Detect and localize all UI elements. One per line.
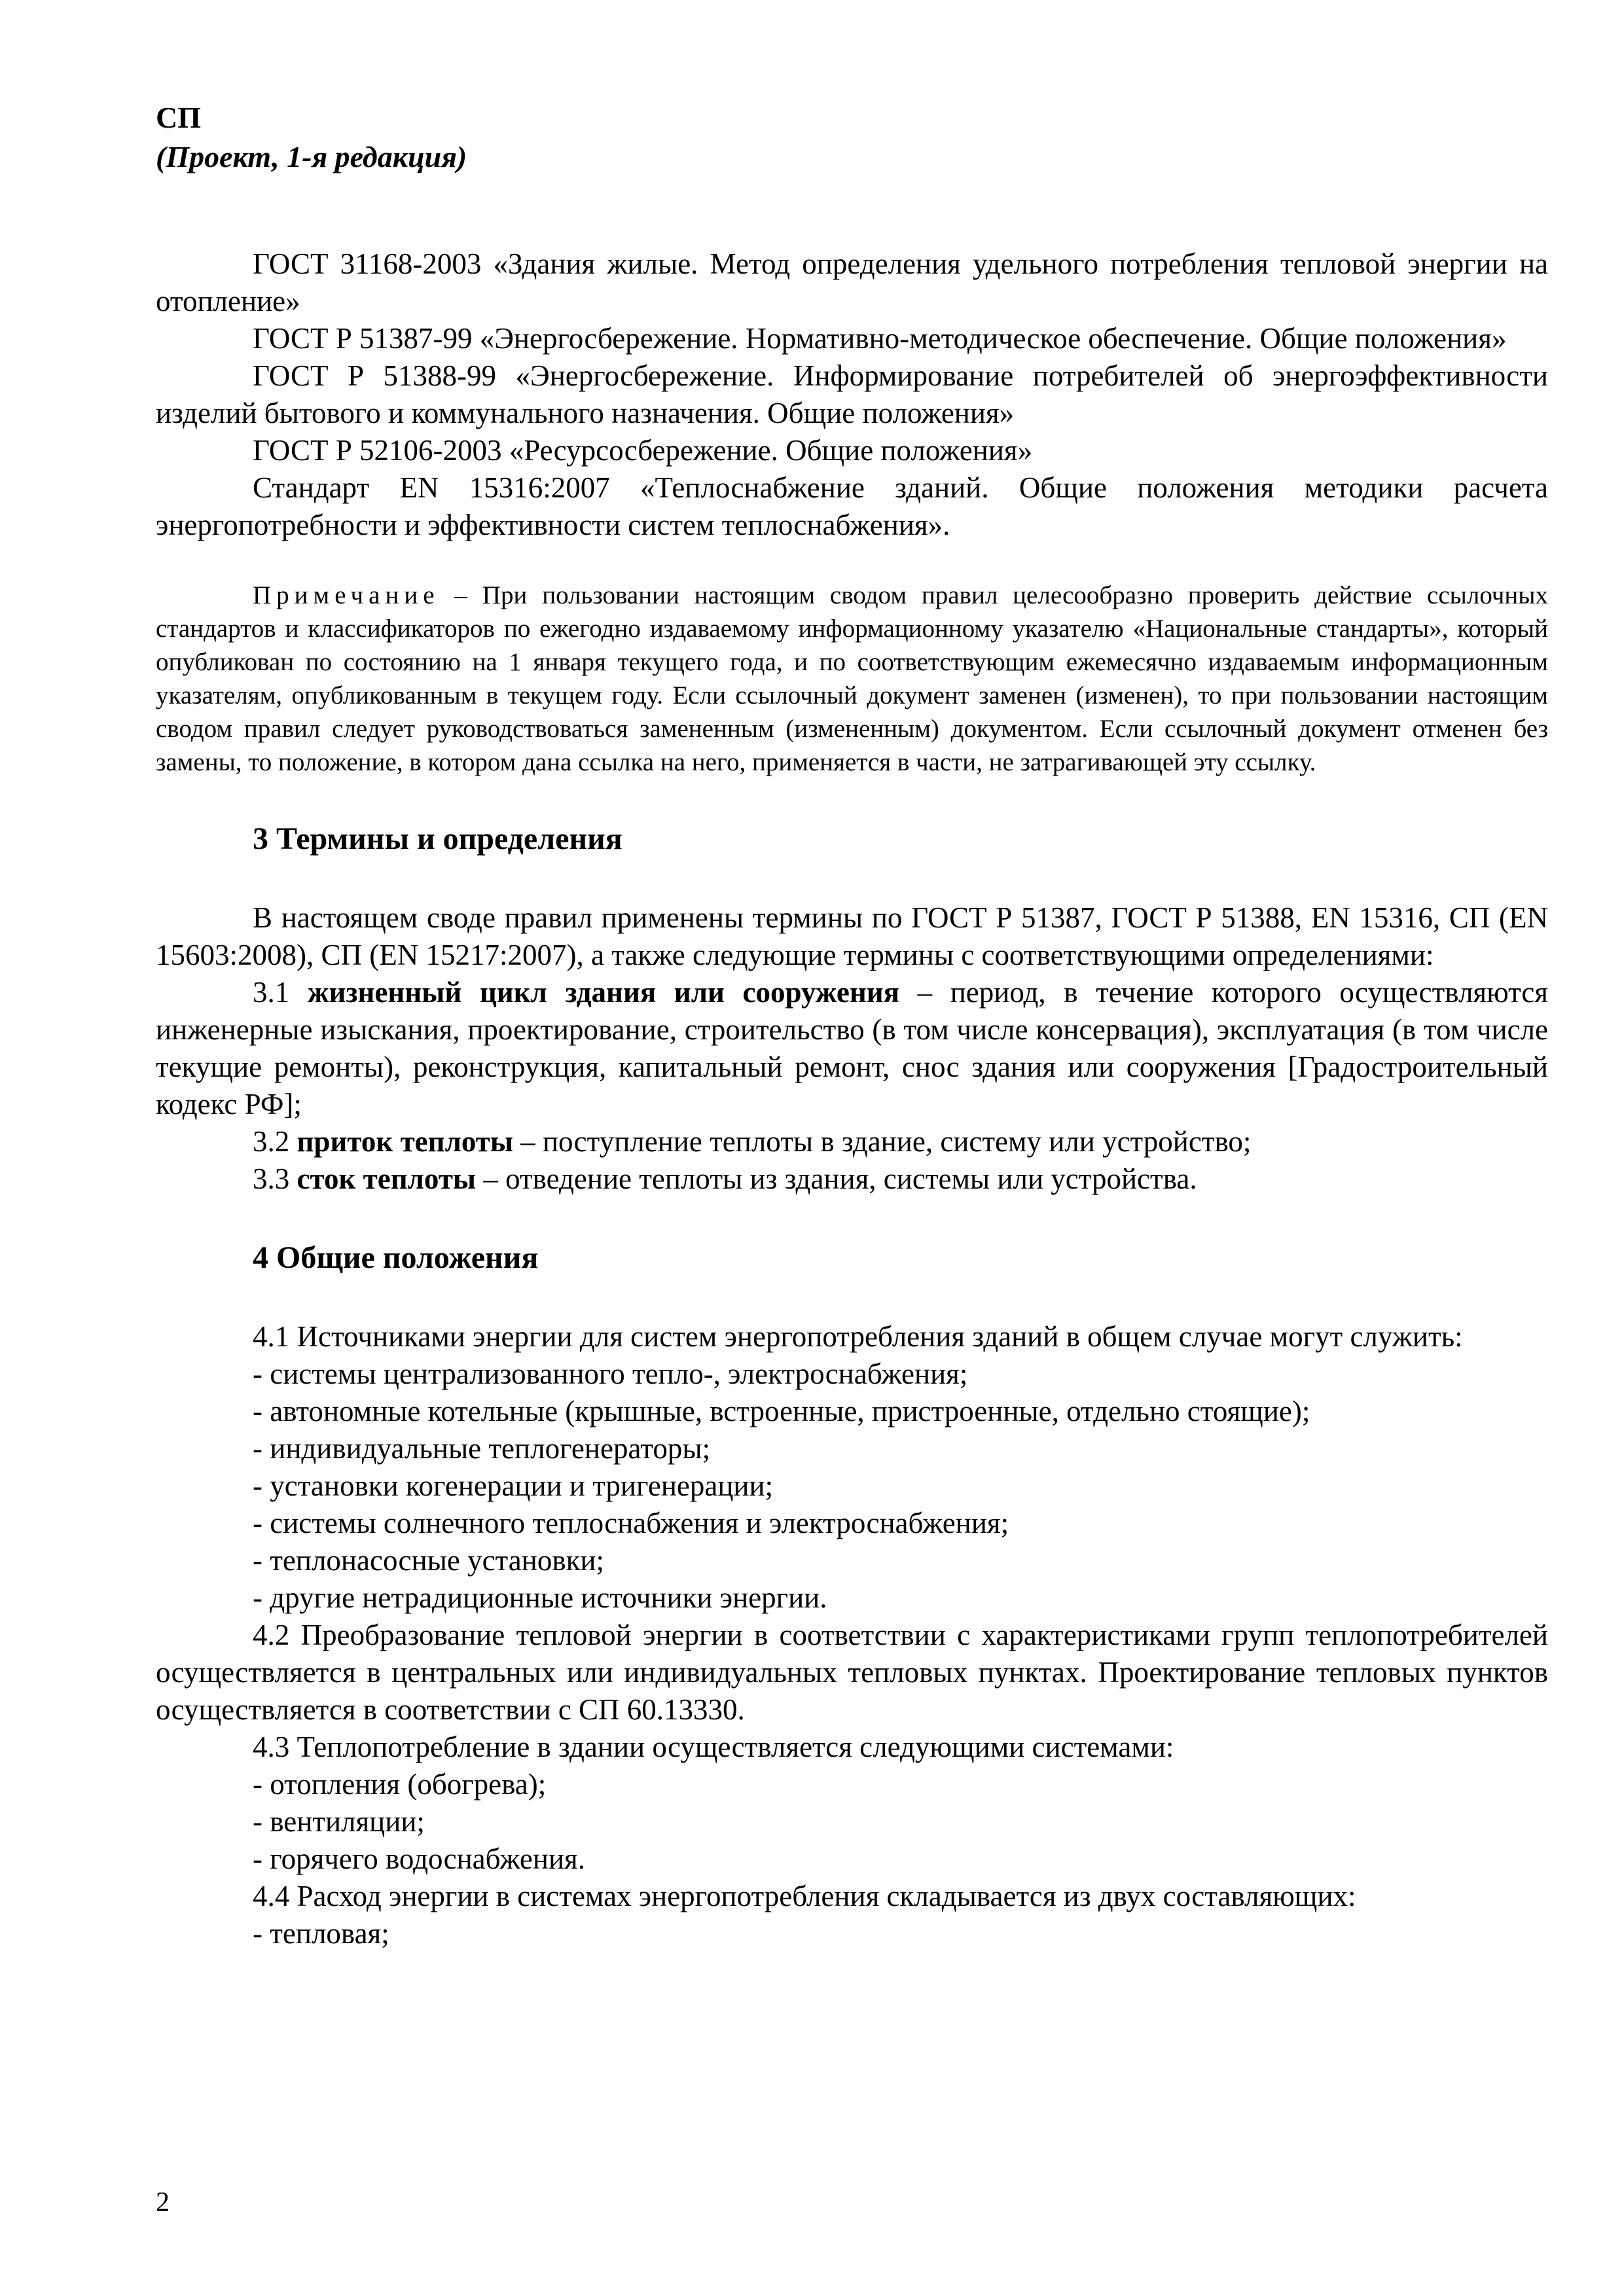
list-item: - другие нетрадиционные источники энергии. <box>253 1581 827 1614</box>
term-name: жизненный цикл здания или сооружения <box>307 976 900 1009</box>
list-item: - установки когенерации и тригенерации; <box>253 1469 774 1502</box>
list-item: - системы централизованного тепло-, электроснабжения; <box>253 1357 968 1390</box>
term-3-3 <box>156 1160 1548 1198</box>
note-text: При пользовании настоящим сводом правил целесообразно проверить действие ссылочных стандартов и классификаторов по ежегодно издаваемому информационному указателю «Национальные стандарты», который опубликован по состоянию на 1 января текущего года, и по соответствующим ежемесячно издаваемым информационным указателям, опубликованным в текущем году. Если ссылочный документ заменен (изменен), то при пользовании настоящим сводом правил следует руководствоваться замененным (измененным) документом. Если ссылочный документ отменен без замены, то положение, в котором дана ссылка на него, применяется в части, не затрагивающей эту ссылку. <box>156 581 1548 776</box>
page-number: 2 <box>156 2187 170 2217</box>
term-3-2 <box>156 1123 1548 1160</box>
list-item: - тепловая; <box>253 1917 389 1950</box>
list-item: - отопления (обогрева); <box>253 1768 547 1801</box>
reference-en-15316: Стандарт EN 15316:2007 «Теплоснабжение зданий. Общие положения методики расчета энергопотребности и эффективности систем теплоснабжения». <box>156 471 1548 541</box>
note-paragraph <box>156 579 1548 779</box>
section-3-intro: В настоящем своде правил применены термины по ГОСТ Р 51387, ГОСТ Р 51388, EN 15316, СП (EN 15603:2008), СП (EN 15217:2007), а также следующие термины с соответствующими определениями: <box>156 901 1548 971</box>
note-dash: – <box>439 581 482 609</box>
term-number: 3.1 <box>253 976 308 1009</box>
document-code: СП <box>156 101 201 134</box>
list-item: - системы солнечного теплоснабжения и электроснабжения; <box>253 1507 1009 1539</box>
paragraph-4-2: 4.2 Преобразование тепловой энергии в соответствии с характеристиками групп теплопотребителей осуществляется в центральных или индивидуальных тепловых пунктах. Проектирование тепловых пунктов осуществляется в соответствии с СП 60.13330. <box>156 1619 1548 1726</box>
term-name: приток теплоты <box>297 1125 513 1158</box>
term-definition: – период, в течение которого осуществляются инженерные изыскания, проектирование, строительство (в том числе консервация), эксплуатация (в том числе текущие ремонты), реконструкция, капитальный ремонт, снос здания или сооружения [Градостроительный кодекс РФ]; <box>156 976 1549 1121</box>
document-body <box>156 245 1548 1952</box>
list-item: - индивидуальные теплогенераторы; <box>253 1432 711 1465</box>
term-3-1 <box>156 974 1548 1123</box>
term-definition: – поступление теплоты в здание, систему или устройство; <box>513 1125 1252 1158</box>
list-item: - автономные котельные (крышные, встроенные, пристроенные, отдельно стоящие); <box>253 1395 1310 1427</box>
paragraph-4-4: 4.4 Расход энергии в системах энергопотребления складывается из двух составляющих: <box>253 1880 1356 1912</box>
document-edition: (Проект, 1-я редакция) <box>156 140 467 173</box>
reference-gost-51388: ГОСТ Р 51388-99 «Энергосбережение. Информирование потребителей об энергоэффективности изделий бытового и коммунального назначения. Общие положения» <box>156 359 1548 429</box>
paragraph-4-1: 4.1 Источниками энергии для систем энергопотребления зданий в общем случае могут служить: <box>253 1320 1463 1353</box>
section-3-heading: 3 Термины и определения <box>253 821 623 856</box>
term-number: 3.3 <box>253 1162 297 1195</box>
reference-gost-31168: ГОСТ 31168-2003 «Здания жилые. Метод определения удельного потребления тепловой энергии на отопление» <box>156 247 1548 317</box>
document-header <box>156 98 467 177</box>
term-name: сток теплоты <box>297 1162 477 1195</box>
list-item: - вентиляции; <box>253 1805 425 1838</box>
reference-gost-52106: ГОСТ Р 52106-2003 «Ресурсосбережение. Общие положения» <box>253 434 1033 467</box>
term-number: 3.2 <box>253 1125 297 1158</box>
paragraph-4-3: 4.3 Теплопотребление в здании осуществляется следующими системами: <box>253 1731 1174 1763</box>
section-4-heading: 4 Общие положения <box>253 1240 539 1275</box>
list-item: - теплонасосные установки; <box>253 1544 605 1577</box>
term-definition: – отведение теплоты из здания, системы или устройства. <box>476 1162 1197 1195</box>
list-item: - горячего водоснабжения. <box>253 1842 586 1875</box>
reference-gost-51387: ГОСТ Р 51387-99 «Энергосбережение. Нормативно-методическое обеспечение. Общие положения» <box>253 322 1507 355</box>
note-label: Примечание <box>253 581 440 609</box>
